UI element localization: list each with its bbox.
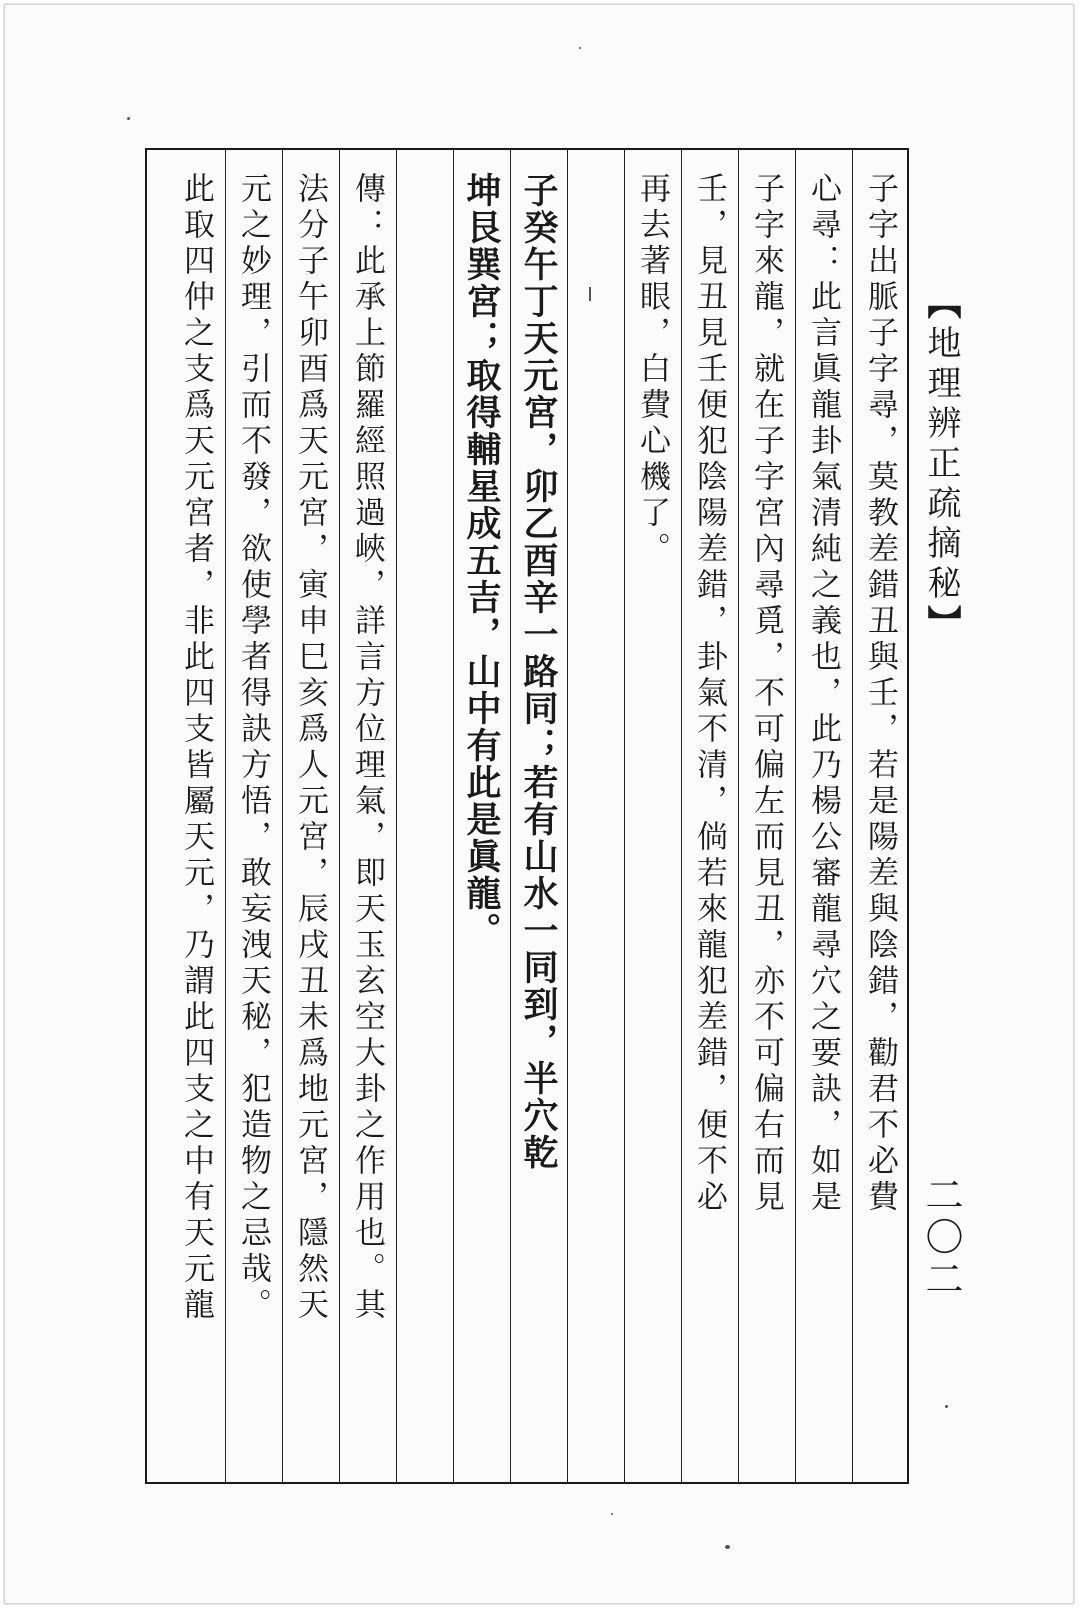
header-title: 地理辨正疏摘秘 [921, 325, 961, 605]
blank-column [567, 150, 624, 1482]
text-column: 心尋：此言眞龍卦氣清純之義也，此乃楊公審龍尋穴之要訣，如是 [795, 150, 852, 1482]
book-page [4, 4, 1074, 1604]
text-column: 此取四仲之支爲天元宮者，非此四支皆屬天元，乃謂此四支之中有天元龍 [178, 172, 214, 1324]
scan-speck [589, 287, 591, 301]
scan-speck [611, 1513, 613, 1515]
text-column: 子字出脈子字尋，莫教差錯丑與壬，若是陽差與陰錯，勸君不必費 [852, 150, 909, 1482]
text-column: 傳：此承上節羅經照過峽，詳言方位理氣，即天玉玄空大卦之作用也。其 [339, 150, 396, 1482]
text-column: 壬，見丑見壬便犯陰陽差錯，卦氣不清，倘若來龍犯差錯，便不必 [681, 150, 738, 1482]
page-number: 二〇二 [919, 1175, 963, 1301]
text-column: 元之妙理，引而不發，欲使學者得訣方悟，敢妄洩天秘，犯造物之忌哉。 [225, 150, 282, 1482]
text-frame [145, 148, 909, 1484]
blank-column [396, 150, 453, 1482]
verse-column: 坤艮巽宮；取得輔星成五吉，山中有此是眞龍。 [453, 150, 510, 1482]
scan-speck [725, 1545, 730, 1549]
header-bracket-open: 【 [921, 285, 961, 325]
verse-column: 子癸午丁天元宮，卯乙酉辛一路同；若有山水一同到，半穴乾 [510, 150, 567, 1482]
text-column: 法分子午卯酉爲天元宮，寅申巳亥爲人元宮，辰戌丑未爲地元宮，隱然天 [282, 150, 339, 1482]
running-header [913, 285, 969, 645]
text-column: 子字來龍，就在子字宮內尋覓，不可偏左而見丑，亦不可偏右而見 [738, 150, 795, 1482]
header-bracket-close: 】 [921, 605, 961, 645]
scan-speck [127, 117, 130, 120]
scan-speck [945, 1405, 948, 1408]
scan-speck [579, 47, 581, 49]
text-column: 再去著眼，白費心機了。 [624, 150, 681, 1482]
